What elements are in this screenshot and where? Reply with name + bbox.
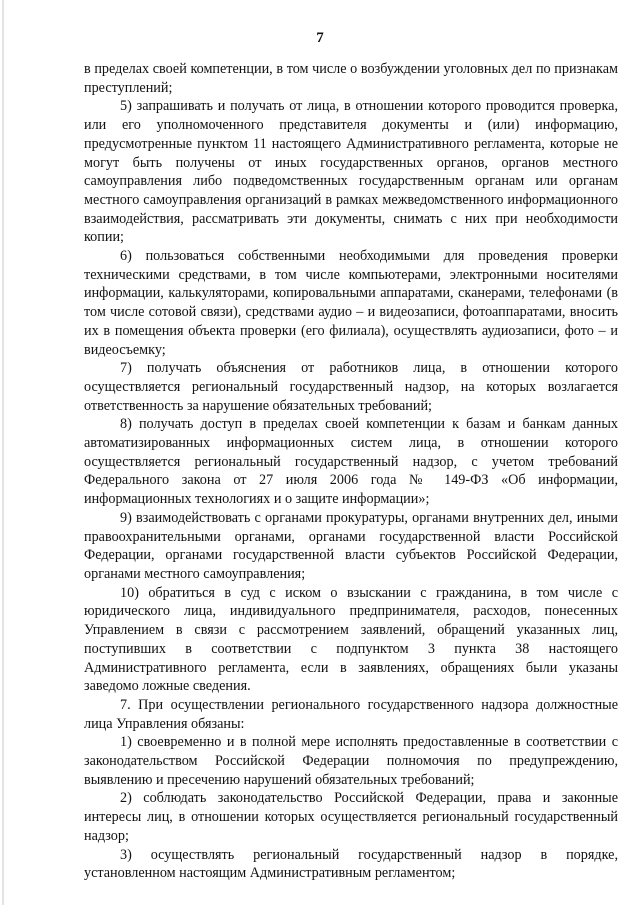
paragraph: 3) осуществлять региональный государственный надзор в порядке, установленном настоящим Административным регламентом; [84, 846, 618, 882]
scan-edge-shadow [2, 0, 4, 905]
paragraph: 10) обратиться в суд с иском о взыскании с гражданина, в том числе с юридического лица, индивидуального предпринимателя, расходов, понесенных Управлением в связи с рассмотрением заявлений, обращений указанных лиц, поступивших в соответствии с подпунктом 3 пункта 38 настоящего Административного регламента, если в заявлениях, обращениях были указаны заведомо ложные сведения. [84, 584, 618, 695]
paragraph: 8) получать доступ в пределах своей компетенции к базам и банкам данных автоматизированных информационных систем лица, в отношении которого осуществляется региональный государственный надзор, с учетом требований Федерального закона от 27 июля 2006 года № 149-ФЗ «Об информации, информационных технологиях и о защите информации»; [84, 416, 618, 508]
paragraph: 7) получать объяснения от работников лица, в отношении которого осуществляется региональный государственный надзор, на которых возлагается ответственность за нарушение обязательных требований; [84, 360, 618, 414]
paragraph: в пределах своей компетенции, в том числе о возбуждении уголовных дел по признакам преступлений; [84, 61, 618, 96]
paragraph: 2) соблюдать законодательство Российской Федерации, права и законные интересы лиц, в отношении которых осуществляется региональный государственный надзор; [84, 790, 618, 844]
paragraph: 9) взаимодействовать с органами прокуратуры, органами внутренних дел, иными правоохранительными органами, органами государственной власти Российской Федерации, органами государственной власти субъектов Российской Федерации, органами местного самоуправления; [84, 509, 618, 582]
page-number: 7 [316, 30, 324, 46]
paragraph: 5) запрашивать и получать от лица, в отношении которого проводится проверка, или его уполномоченного представителя документы и (или) информацию, предусмотренные пунктом 11 настоящего Административного регламента, которые не могут быть получены от иных государственных органов, органов местного самоуправления либо подведомственных государственным органам или органам местного самоуправления организаций в рамках межведомственного информационного взаимодействия, рассматривать эти документы, снимать с них при необходимости копии; [84, 98, 618, 246]
paragraph: 6) пользоваться собственными необходимыми для проведения проверки техническими средствами, в том числе компьютерами, электронными носителями информации, калькуляторами, копировальными аппаратами, сканерами, телефонами (в том числе сотовой связи), средствами аудио – и видеозаписи, фотоаппаратами, вносить их в помещения объекта проверки (его филиала), осуществлять аудиозаписи, фото – и видеосъемку; [84, 248, 618, 358]
document-body [84, 60, 618, 883]
paragraph: 1) своевременно и в полной мере исполнять предоставленные в соответствии с законодательством Российской Федерации полномочия по предупреждению, выявлению и пресечению нарушений обязательных требований; [84, 734, 618, 788]
paragraph: 7. При осуществлении регионального государственного надзора должностные лица Управления обязаны: [84, 696, 618, 732]
